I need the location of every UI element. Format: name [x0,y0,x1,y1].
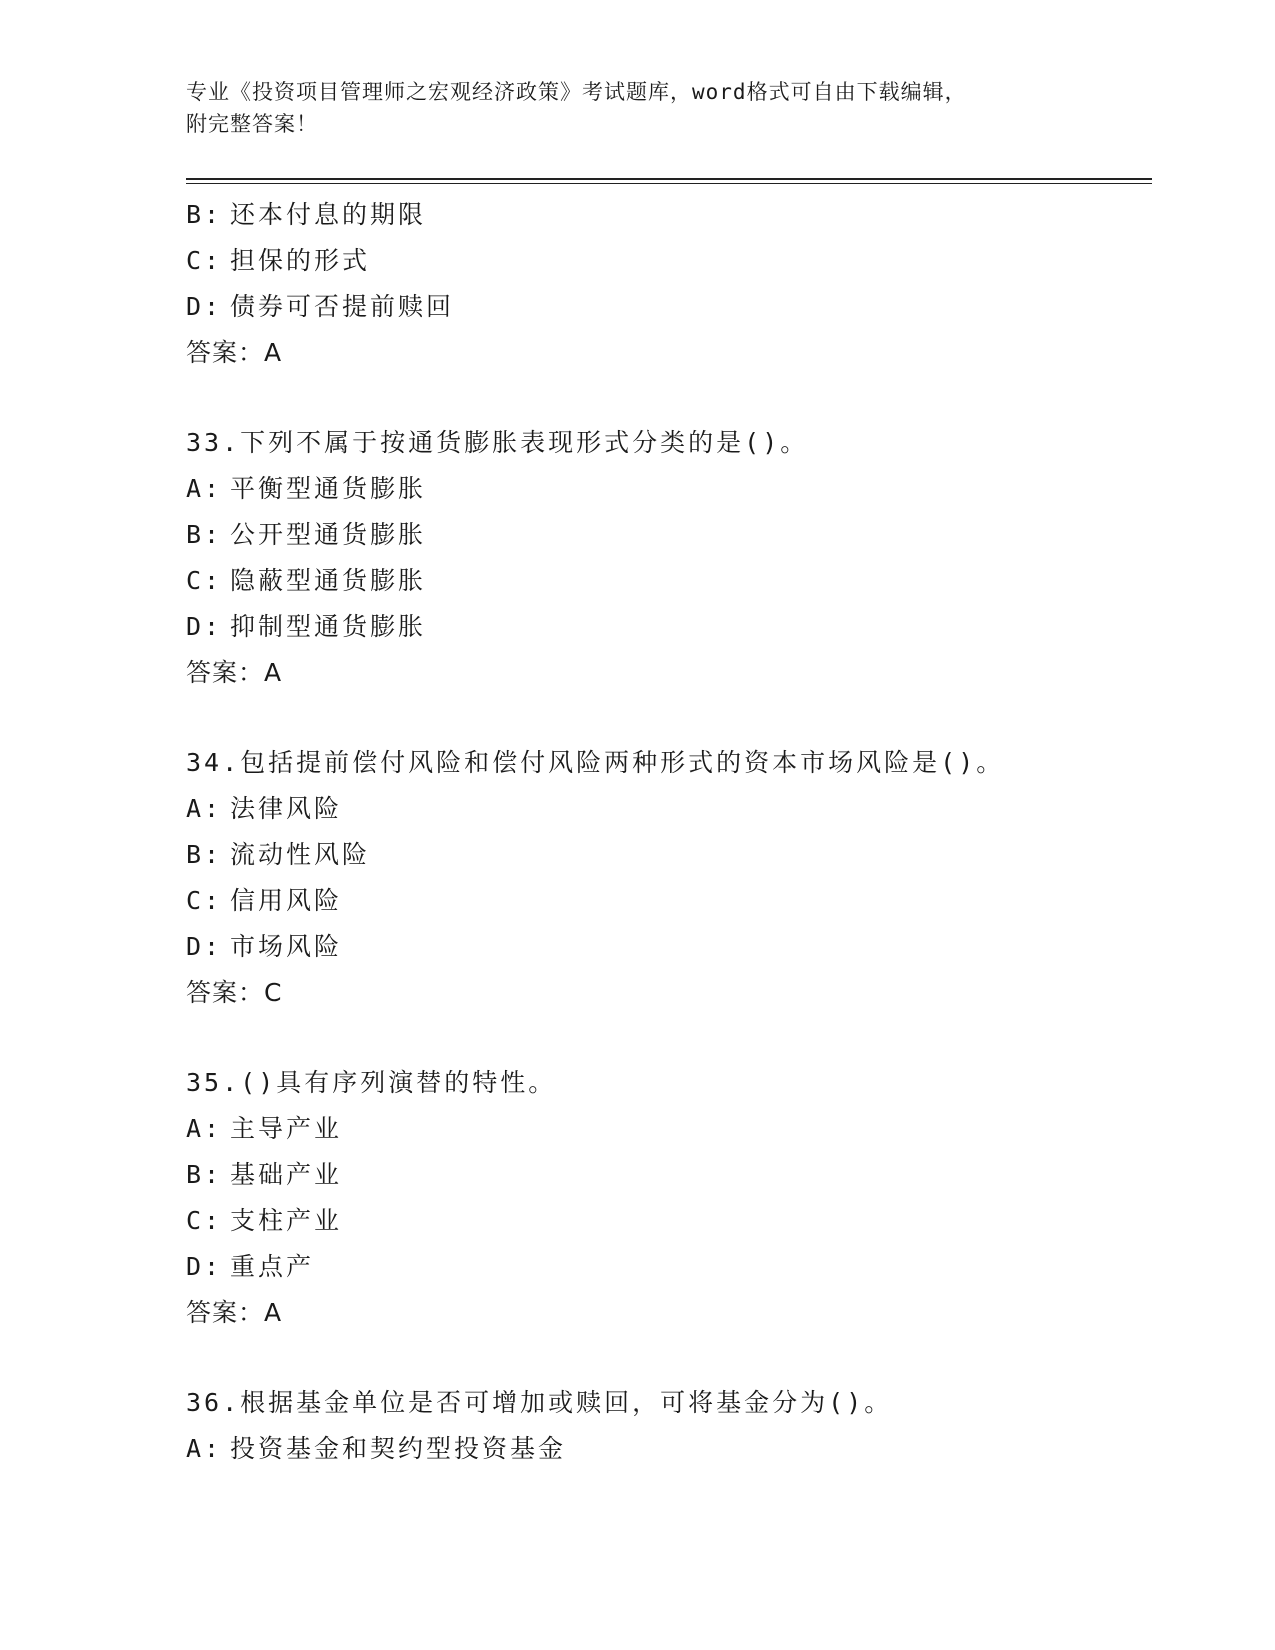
option-letter: B: [186,200,223,229]
option-row [186,1152,1152,1198]
header-line-1: 专业《投资项目管理师之宏观经济政策》考试题库，word格式可自由下载编辑， [186,80,967,104]
option-text: 公开型通货膨胀 [230,520,427,549]
option-text: 抑制型通货膨胀 [230,612,427,641]
question-stem: 35.()具有序列演替的特性。 [186,1068,557,1097]
option-row [186,924,1152,970]
option-row [186,1426,1152,1472]
option-letter: C: [186,886,223,915]
option-letter: A: [186,1114,223,1143]
question-list [186,192,1152,1472]
option-text: 基础产业 [230,1160,343,1189]
answer-line: 答案：A [186,1298,283,1327]
answer-line: 答案：A [186,338,283,367]
header-line-2: 附完整答案！ [186,112,318,136]
question-stem: 33.下列不属于按通货膨胀表现形式分类的是()。 [186,428,809,457]
option-text: 法律风险 [230,794,343,823]
question-33 [186,420,1152,696]
option-text: 还本付息的期限 [230,200,427,229]
option-text: 隐蔽型通货膨胀 [230,566,427,595]
option-letter: C: [186,1206,223,1235]
option-letter: D: [186,932,223,961]
option-text: 重点产 [230,1252,315,1281]
option-text: 支柱产业 [230,1206,343,1235]
option-row [186,878,1152,924]
option-text: 平衡型通货膨胀 [230,474,427,503]
question-34 [186,740,1152,1016]
option-text: 市场风险 [230,932,343,961]
option-text: 投资基金和契约型投资基金 [230,1434,567,1463]
header-divider-thick [186,178,1152,180]
option-row [186,466,1152,512]
question-35 [186,1060,1152,1336]
option-row [186,604,1152,650]
option-text: 债券可否提前赎回 [230,292,455,321]
option-row [186,1198,1152,1244]
option-letter: A: [186,474,223,503]
option-letter: C: [186,246,223,275]
option-row [186,192,1152,238]
option-row [186,786,1152,832]
option-letter: B: [186,520,223,549]
question-36 [186,1380,1152,1472]
option-row [186,1106,1152,1152]
option-row [186,832,1152,878]
option-letter: B: [186,840,223,869]
option-letter: D: [186,292,223,321]
document-header [186,76,1066,140]
question-stem: 36.根据基金单位是否可增加或赎回，可将基金分为()。 [186,1388,893,1417]
question-carryover [186,192,1152,376]
option-row [186,558,1152,604]
option-letter: D: [186,612,223,641]
question-stem: 34.包括提前偿付风险和偿付风险两种形式的资本市场风险是()。 [186,748,1005,777]
option-text: 担保的形式 [230,246,371,275]
option-text: 主导产业 [230,1114,343,1143]
option-text: 流动性风险 [230,840,371,869]
option-letter: B: [186,1160,223,1189]
answer-line: 答案：C [186,978,283,1007]
option-row [186,1244,1152,1290]
option-letter: A: [186,794,223,823]
option-text: 信用风险 [230,886,343,915]
option-row [186,238,1152,284]
option-row [186,284,1152,330]
answer-line: 答案：A [186,658,283,687]
option-letter: D: [186,1252,223,1281]
option-letter: C: [186,566,223,595]
option-row [186,512,1152,558]
option-letter: A: [186,1434,223,1463]
header-divider-thin [186,183,1152,184]
